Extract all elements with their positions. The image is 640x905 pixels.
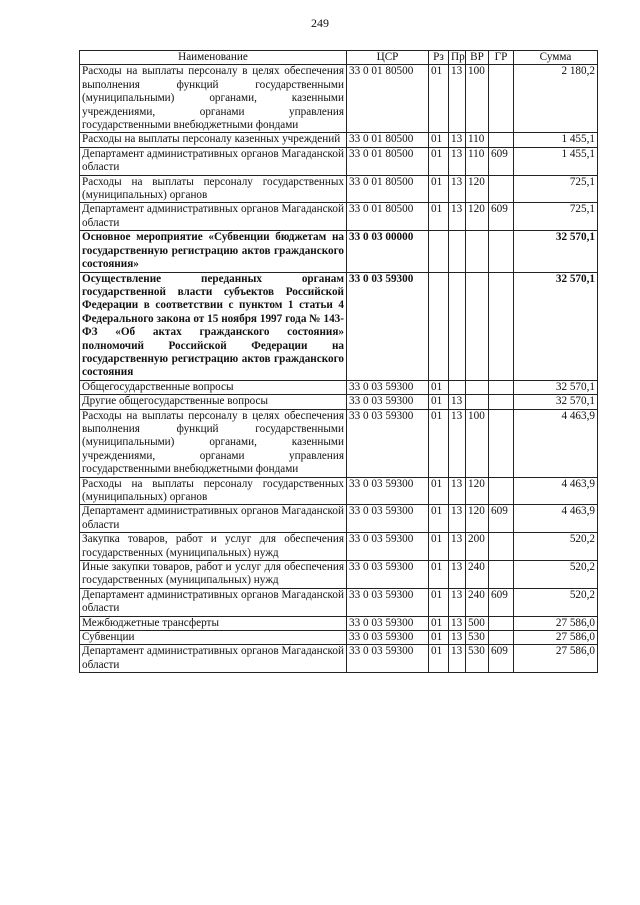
cell-sum: 520,2	[514, 561, 598, 589]
cell-pr: 13	[449, 631, 466, 645]
cell-sum: 27 586,0	[514, 616, 598, 630]
cell-name: Осуществление переданных органам государственной власти субъектов Российской Федерации в соответствии с пунктом 1 статьи 4 Федерального закона от 15 ноября 1997 года № 143-ФЗ «Об актах гражданского состояния» полномочий Российской Федерации на государственную регистрацию актов гражданского состояния	[80, 272, 347, 380]
cell-gr: 609	[489, 203, 514, 231]
cell-csr: 33 0 01 80500	[347, 147, 429, 175]
cell-name: Департамент административных органов Магаданской области	[80, 147, 347, 175]
table-row	[80, 133, 598, 147]
header-pr: Пр	[449, 51, 466, 65]
table-row	[80, 631, 598, 645]
cell-pr: 13	[449, 616, 466, 630]
cell-gr	[489, 65, 514, 133]
cell-gr	[489, 395, 514, 409]
cell-name: Департамент административных органов Магаданской области	[80, 645, 347, 673]
header-name: Наименование	[80, 51, 347, 65]
cell-pr: 13	[449, 477, 466, 505]
cell-rz: 01	[429, 203, 449, 231]
cell-vr: 500	[466, 616, 489, 630]
cell-csr: 33 0 03 59300	[347, 533, 429, 561]
cell-pr: 13	[449, 175, 466, 203]
cell-csr: 33 0 03 59300	[347, 477, 429, 505]
cell-rz: 01	[429, 380, 449, 394]
cell-rz: 01	[429, 477, 449, 505]
cell-sum: 520,2	[514, 588, 598, 616]
cell-pr: 13	[449, 203, 466, 231]
table-row	[80, 477, 598, 505]
cell-vr: 530	[466, 631, 489, 645]
cell-gr	[489, 231, 514, 272]
header-sum: Сумма	[514, 51, 598, 65]
cell-rz: 01	[429, 588, 449, 616]
cell-rz: 01	[429, 65, 449, 133]
cell-csr: 33 0 01 80500	[347, 175, 429, 203]
table-row	[80, 272, 598, 380]
cell-rz: 01	[429, 616, 449, 630]
table-row	[80, 561, 598, 589]
cell-csr: 33 0 01 80500	[347, 203, 429, 231]
cell-rz	[429, 231, 449, 272]
cell-name: Департамент административных органов Магаданской области	[80, 588, 347, 616]
cell-sum: 1 455,1	[514, 133, 598, 147]
cell-gr: 609	[489, 588, 514, 616]
cell-gr	[489, 380, 514, 394]
table-row	[80, 645, 598, 673]
cell-name: Расходы на выплаты персоналу государственных (муниципальных) органов	[80, 477, 347, 505]
cell-sum: 4 463,9	[514, 505, 598, 533]
cell-sum: 725,1	[514, 175, 598, 203]
cell-csr: 33 0 03 59300	[347, 645, 429, 673]
cell-vr: 110	[466, 133, 489, 147]
header-vr: ВР	[466, 51, 489, 65]
cell-vr: 100	[466, 409, 489, 477]
cell-sum: 32 570,1	[514, 395, 598, 409]
table-row	[80, 395, 598, 409]
table-row	[80, 616, 598, 630]
cell-gr: 609	[489, 505, 514, 533]
cell-name: Расходы на выплаты персоналу казенных учреждений	[80, 133, 347, 147]
cell-pr: 13	[449, 533, 466, 561]
table-row	[80, 65, 598, 133]
cell-gr	[489, 561, 514, 589]
cell-vr: 120	[466, 477, 489, 505]
cell-pr: 13	[449, 395, 466, 409]
cell-name: Департамент административных органов Магаданской области	[80, 203, 347, 231]
cell-vr: 110	[466, 147, 489, 175]
cell-pr	[449, 272, 466, 380]
cell-csr: 33 0 03 59300	[347, 409, 429, 477]
table-row	[80, 505, 598, 533]
page-number: 249	[311, 16, 329, 30]
cell-vr: 240	[466, 588, 489, 616]
cell-rz: 01	[429, 133, 449, 147]
cell-rz: 01	[429, 631, 449, 645]
cell-pr: 13	[449, 65, 466, 133]
cell-gr	[489, 616, 514, 630]
cell-vr: 100	[466, 65, 489, 133]
cell-rz: 01	[429, 561, 449, 589]
cell-csr: 33 0 03 59300	[347, 505, 429, 533]
cell-vr	[466, 231, 489, 272]
cell-name: Департамент административных органов Магаданской области	[80, 505, 347, 533]
cell-rz: 01	[429, 409, 449, 477]
table-row	[80, 588, 598, 616]
cell-csr: 33 0 03 59300	[347, 380, 429, 394]
cell-vr: 240	[466, 561, 489, 589]
cell-csr: 33 0 03 59300	[347, 395, 429, 409]
cell-sum: 27 586,0	[514, 645, 598, 673]
cell-vr: 120	[466, 175, 489, 203]
cell-csr: 33 0 03 00000	[347, 231, 429, 272]
cell-vr	[466, 380, 489, 394]
cell-name: Межбюджетные трансферты	[80, 616, 347, 630]
cell-pr: 13	[449, 147, 466, 175]
cell-name: Субвенции	[80, 631, 347, 645]
cell-name: Расходы на выплаты персоналу государственных (муниципальных) органов	[80, 175, 347, 203]
cell-sum: 32 570,1	[514, 380, 598, 394]
cell-csr: 33 0 03 59300	[347, 561, 429, 589]
cell-pr	[449, 380, 466, 394]
table-body	[80, 65, 598, 673]
cell-pr: 13	[449, 409, 466, 477]
cell-name: Расходы на выплаты персоналу в целях обеспечения выполнения функций государственными (муниципальными) органами, казенными учреждениями, органами управления государственными внебюджетными фондами	[80, 409, 347, 477]
cell-gr	[489, 175, 514, 203]
cell-rz: 01	[429, 175, 449, 203]
cell-pr: 13	[449, 505, 466, 533]
cell-gr	[489, 133, 514, 147]
cell-csr: 33 0 01 80500	[347, 65, 429, 133]
cell-gr	[489, 533, 514, 561]
table-row	[80, 175, 598, 203]
cell-pr: 13	[449, 588, 466, 616]
cell-sum: 4 463,9	[514, 409, 598, 477]
cell-pr: 13	[449, 645, 466, 673]
cell-name: Закупка товаров, работ и услуг для обеспечения государственных (муниципальных) нужд	[80, 533, 347, 561]
cell-gr: 609	[489, 645, 514, 673]
budget-table	[79, 50, 598, 673]
cell-vr	[466, 272, 489, 380]
cell-sum: 32 570,1	[514, 231, 598, 272]
cell-vr: 120	[466, 505, 489, 533]
cell-vr: 200	[466, 533, 489, 561]
cell-pr: 13	[449, 133, 466, 147]
cell-sum: 520,2	[514, 533, 598, 561]
cell-csr: 33 0 03 59300	[347, 616, 429, 630]
cell-pr	[449, 231, 466, 272]
cell-gr	[489, 409, 514, 477]
table-row	[80, 147, 598, 175]
cell-name: Расходы на выплаты персоналу в целях обеспечения выполнения функций государственными (муниципальными) органами, казенными учреждениями, органами управления государственными внебюджетными фондами	[80, 65, 347, 133]
cell-gr	[489, 272, 514, 380]
cell-csr: 33 0 03 59300	[347, 272, 429, 380]
table-header-row	[80, 51, 598, 65]
cell-csr: 33 0 01 80500	[347, 133, 429, 147]
cell-rz	[429, 272, 449, 380]
cell-pr: 13	[449, 561, 466, 589]
cell-name: Иные закупки товаров, работ и услуг для обеспечения государственных (муниципальных) нужд	[80, 561, 347, 589]
table-row	[80, 203, 598, 231]
cell-rz: 01	[429, 645, 449, 673]
cell-gr	[489, 477, 514, 505]
cell-sum: 1 455,1	[514, 147, 598, 175]
cell-csr: 33 0 03 59300	[347, 588, 429, 616]
cell-gr	[489, 631, 514, 645]
cell-name: Общегосударственные вопросы	[80, 380, 347, 394]
cell-sum: 2 180,2	[514, 65, 598, 133]
header-gr: ГР	[489, 51, 514, 65]
cell-sum: 4 463,9	[514, 477, 598, 505]
table-row	[80, 231, 598, 272]
cell-vr: 120	[466, 203, 489, 231]
cell-vr	[466, 395, 489, 409]
cell-csr: 33 0 03 59300	[347, 631, 429, 645]
cell-name: Основное мероприятие «Субвенции бюджетам на государственную регистрацию актов гражданского состояния»	[80, 231, 347, 272]
header-rz: Рз	[429, 51, 449, 65]
header-csr: ЦСР	[347, 51, 429, 65]
cell-rz: 01	[429, 505, 449, 533]
cell-gr: 609	[489, 147, 514, 175]
cell-sum: 27 586,0	[514, 631, 598, 645]
cell-rz: 01	[429, 147, 449, 175]
cell-sum: 32 570,1	[514, 272, 598, 380]
cell-name: Другие общегосударственные вопросы	[80, 395, 347, 409]
cell-rz: 01	[429, 395, 449, 409]
table-row	[80, 533, 598, 561]
cell-rz: 01	[429, 533, 449, 561]
table-row	[80, 409, 598, 477]
cell-sum: 725,1	[514, 203, 598, 231]
cell-vr: 530	[466, 645, 489, 673]
table-row	[80, 380, 598, 394]
